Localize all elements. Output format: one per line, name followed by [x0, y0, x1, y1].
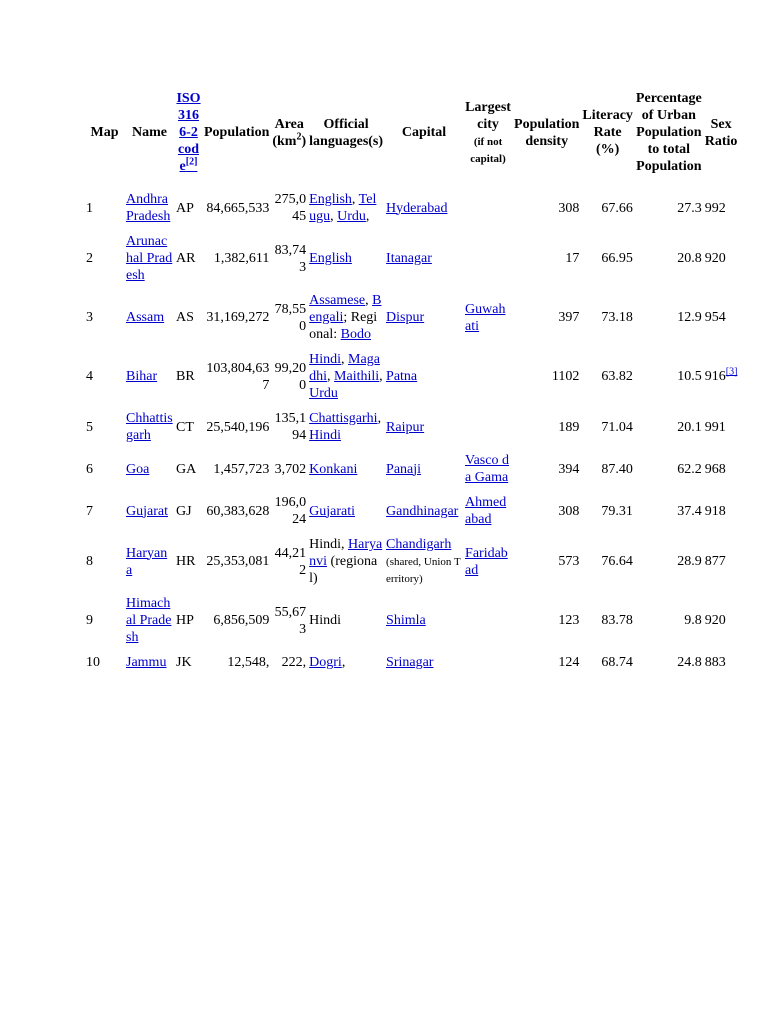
cell-population: 31,169,272 [206, 310, 270, 325]
cell-area: 55,673 [274, 604, 307, 637]
cell-capital [386, 490, 462, 532]
capital-link[interactable]: Itanagar [386, 251, 432, 266]
language-link[interactable]: Magadhi [309, 352, 380, 384]
cell-urban: 20.8 [677, 251, 702, 266]
capital-link[interactable]: Raipur [386, 419, 425, 435]
cell-official-languages [309, 229, 383, 288]
cell-official-languages: English, Telugu, Urdu, [309, 192, 377, 224]
cell-name [126, 448, 173, 490]
cell-area: 196,024 [274, 495, 307, 527]
cell-official-languages: Hindi, Magadhi, Maithili, Urdu [309, 352, 383, 401]
cell-largest-city [465, 650, 511, 675]
table-row [86, 490, 737, 532]
language-link[interactable]: Urdu [337, 209, 366, 224]
cell-capital [386, 347, 462, 406]
language-text: Hindi [309, 613, 342, 628]
cell-urban: 12.9 [677, 310, 702, 325]
header-iso[interactable] [176, 90, 201, 187]
cell-official-languages: Assamese, Bengali; Regional: Bodo [309, 293, 382, 342]
header-iso-link[interactable]: ISO 3166-2 code[2] [176, 91, 201, 174]
largest-city-link[interactable]: Ahmedabad [465, 495, 507, 527]
cell-density: 308 [558, 503, 580, 519]
cell-largest-city [465, 229, 511, 288]
cell-area: 3,702 [274, 461, 307, 477]
cell-capital [386, 288, 462, 347]
language-text: Regional: [309, 310, 378, 342]
sex-ratio-value: 877 [704, 554, 726, 569]
language-link[interactable]: Urdu [309, 386, 338, 401]
language-link[interactable]: Hindi [309, 352, 342, 367]
sex-ratio-ref[interactable] [726, 366, 738, 377]
iso-ref-link[interactable]: [2] [185, 156, 198, 168]
largest-city-link[interactable]: Faridabad [465, 545, 508, 578]
header-literacy: Literacy Rate (%) [582, 108, 633, 157]
table-row [86, 288, 737, 347]
largest-city-link[interactable]: Vasco da Gama [465, 453, 509, 485]
cell-sex-ratio [705, 229, 738, 288]
cell-literacy: 73.18 [601, 310, 633, 325]
sex-ratio-value: 883 [704, 655, 726, 670]
cell-iso: JK [176, 655, 192, 670]
cell-iso: AS [176, 310, 194, 325]
cell-map: 4 [86, 369, 93, 384]
cell-population: 6,856,509 [213, 613, 270, 628]
cell-sex-ratio [705, 187, 738, 229]
cell-density: 308 [558, 200, 580, 216]
state-link[interactable]: Himachal Pradesh [126, 596, 172, 645]
cell-official-languages [309, 448, 383, 490]
cell-population: 1,457,723 [213, 461, 270, 477]
cell-population: 25,353,081 [206, 554, 270, 569]
state-link[interactable]: Bihar [126, 369, 158, 384]
cell-sex-ratio [705, 650, 738, 675]
header-capital: Capital [401, 125, 447, 140]
cell-largest-city [465, 532, 511, 591]
header-largest-note: (if not capital) [470, 135, 506, 165]
cell-name [126, 187, 173, 229]
cell-literacy: 71.04 [601, 419, 633, 435]
cell-iso: HP [176, 613, 194, 628]
cell-iso: GJ [176, 503, 192, 519]
header-sex-ratio: Sex Ratio [704, 116, 738, 149]
table-row [86, 650, 737, 675]
language-link[interactable]: Bengali [309, 293, 382, 325]
cell-population: 103,804,637 [206, 360, 270, 393]
cell-urban: 27.3 [677, 200, 702, 216]
table-row [86, 591, 737, 650]
cell-area: 78,550 [274, 301, 307, 334]
cell-literacy: 68.74 [601, 655, 633, 670]
cell-urban: 62.2 [677, 461, 702, 477]
cell-urban: 28.9 [677, 554, 702, 569]
cell-sex-ratio [705, 532, 738, 591]
language-link[interactable]: English [309, 192, 352, 207]
capital-link[interactable]: Patna [386, 369, 418, 384]
cell-area: 99,200 [274, 360, 307, 393]
sex-ratio-value: 916 [704, 369, 726, 384]
state-link[interactable]: Haryana [126, 545, 168, 578]
cell-sex-ratio [705, 288, 738, 347]
cell-name [126, 591, 173, 650]
cell-density: 189 [558, 419, 580, 435]
language-text: (regional) [309, 554, 378, 586]
language-link[interactable]: Konkani [309, 461, 358, 477]
cell-map: 5 [86, 419, 93, 435]
cell-capital [386, 406, 462, 448]
language-link[interactable]: Gujarati [309, 503, 356, 519]
cell-area: 222, [281, 655, 307, 670]
cell-official-languages: Dogri, [309, 655, 346, 670]
capital-note: (shared, Union Territory) [386, 556, 461, 585]
cell-capital [386, 650, 462, 675]
cell-sex-ratio [705, 448, 738, 490]
capital-link[interactable]: Shimla [386, 613, 426, 628]
cell-density: 397 [558, 310, 580, 325]
capital-link[interactable]: Panaji [386, 461, 422, 477]
sex-ratio-value: 992 [704, 200, 726, 216]
cell-map: 6 [86, 461, 93, 477]
table-row [86, 406, 737, 448]
cell-literacy: 67.66 [601, 200, 633, 216]
cell-largest-city [465, 406, 511, 448]
cell-density: 124 [558, 655, 580, 670]
cell-map: 1 [86, 200, 93, 216]
cell-area: 275,045 [274, 192, 307, 224]
language-link[interactable]: Maithili [334, 369, 380, 384]
cell-area: 135,194 [274, 411, 307, 443]
cell-urban: 10.5 [677, 369, 702, 384]
cell-population: 12,548, [227, 655, 270, 670]
language-link[interactable]: Assamese [309, 293, 366, 308]
cell-iso: HR [176, 554, 196, 569]
cell-iso: AR [176, 251, 196, 266]
cell-sex-ratio [705, 347, 738, 406]
cell-capital [386, 448, 462, 490]
cell-iso: GA [176, 461, 197, 477]
table-row [86, 229, 737, 288]
table-row [86, 187, 737, 229]
cell-density: 394 [558, 461, 580, 477]
table-row [86, 532, 737, 591]
cell-name [126, 406, 173, 448]
capital-link[interactable]: Hyderabad [386, 200, 448, 216]
cell-map: 9 [86, 613, 93, 628]
language-link[interactable]: English [309, 251, 352, 266]
cell-literacy: 79.31 [601, 503, 633, 519]
cell-sex-ratio [705, 490, 738, 532]
capital-link[interactable]: Gandhinagar [386, 503, 459, 519]
cell-population: 60,383,628 [206, 503, 270, 519]
cell-area: 83,743 [274, 242, 307, 275]
cell-name [126, 490, 173, 532]
sex-ratio-value: 991 [704, 419, 726, 435]
cell-largest-city [465, 288, 511, 347]
header-row [86, 90, 737, 187]
cell-map: 8 [86, 554, 93, 569]
table-row [86, 448, 737, 490]
capital-link[interactable]: Srinagar [386, 655, 434, 670]
sex-ratio-value: 918 [704, 503, 726, 519]
state-link[interactable]: Goa [126, 461, 150, 477]
cell-iso: BR [176, 369, 195, 384]
sex-ratio-value: 968 [704, 461, 726, 477]
cell-name [126, 347, 173, 406]
table-row [86, 347, 737, 406]
cell-name [126, 532, 173, 591]
cell-sex-ratio [705, 591, 738, 650]
cell-largest-city [465, 347, 511, 406]
header-official-languages: Official languages(s) [309, 116, 384, 149]
table-body [86, 187, 737, 675]
cell-name [126, 229, 173, 288]
cell-map: 10 [86, 655, 100, 670]
language-link[interactable]: Bodo [340, 327, 371, 342]
cell-population: 84,665,533 [206, 200, 270, 216]
capital-link[interactable]: Dispur [386, 310, 425, 325]
sex-ratio-value: 920 [704, 613, 726, 628]
language-link[interactable]: Hindi [309, 428, 342, 443]
header-map: Map [90, 125, 119, 140]
cell-name [126, 650, 173, 675]
cell-iso: CT [176, 419, 194, 435]
cell-literacy: 83.78 [601, 613, 633, 628]
cell-sex-ratio [705, 406, 738, 448]
states-table [83, 90, 740, 675]
cell-largest-city [465, 490, 511, 532]
cell-name [126, 288, 173, 347]
largest-city-link[interactable]: Guwahati [465, 301, 506, 334]
cell-largest-city [465, 187, 511, 229]
cell-density: 123 [558, 613, 580, 628]
language-link[interactable]: Dogri [309, 655, 342, 670]
cell-capital [386, 187, 462, 229]
cell-map: 2 [86, 251, 93, 266]
header-urban: Percentage of Urban Population to total Population [635, 91, 702, 174]
header-largest-label: Largest city [465, 99, 511, 132]
header-population: Population [204, 125, 270, 140]
cell-density: 17 [565, 251, 580, 266]
cell-map: 3 [86, 310, 93, 325]
cell-urban: 24.8 [677, 655, 702, 670]
state-link[interactable]: Jammu [126, 655, 167, 670]
state-link[interactable]: Assam [126, 310, 165, 325]
cell-capital [386, 532, 462, 591]
state-link[interactable]: Arunachal Pradesh [126, 234, 173, 283]
capital-link[interactable]: Chandigarh [386, 537, 452, 552]
ref-link[interactable]: [3] [725, 366, 738, 378]
language-text: Hindi, [309, 537, 345, 552]
header-density: Population density [514, 116, 580, 149]
cell-density: 573 [558, 554, 580, 569]
cell-capital [386, 229, 462, 288]
cell-largest-city [465, 448, 511, 490]
header-area-sup: 2 [296, 130, 302, 142]
cell-map: 7 [86, 503, 93, 519]
cell-area: 44,212 [274, 545, 307, 578]
cell-literacy: 76.64 [601, 554, 633, 569]
cell-population: 25,540,196 [206, 419, 270, 435]
header-name: Name [132, 125, 167, 140]
state-link[interactable]: Andhra Pradesh [126, 192, 171, 224]
cell-capital [386, 591, 462, 650]
language-link[interactable]: Chattisgarhi [309, 411, 378, 426]
cell-urban: 20.1 [677, 419, 702, 435]
state-link[interactable]: Gujarat [126, 503, 168, 519]
language-link[interactable]: Haryanvi [309, 537, 383, 569]
header-area-post: ) [301, 133, 307, 149]
cell-urban: 37.4 [677, 503, 702, 519]
sex-ratio-value: 954 [704, 310, 726, 325]
cell-official-languages [309, 532, 383, 591]
header-area [272, 90, 306, 187]
header-largest-city [465, 90, 511, 187]
cell-largest-city [465, 591, 511, 650]
cell-literacy: 63.82 [601, 369, 633, 384]
cell-density: 1102 [551, 369, 580, 384]
cell-official-languages [309, 591, 383, 650]
cell-iso: AP [176, 200, 194, 216]
cell-urban: 9.8 [684, 613, 702, 628]
cell-literacy: 66.95 [601, 251, 633, 266]
cell-literacy: 87.40 [601, 461, 633, 477]
language-link[interactable]: Telugu [309, 192, 377, 224]
cell-official-languages: Chattisgarhi, Hindi [309, 411, 382, 443]
cell-official-languages [309, 490, 383, 532]
cell-population: 1,382,611 [213, 251, 270, 266]
sex-ratio-value: 920 [704, 251, 726, 266]
state-link[interactable]: Chhattisgarh [126, 411, 173, 443]
header-area-pre: Area (km [272, 116, 304, 149]
